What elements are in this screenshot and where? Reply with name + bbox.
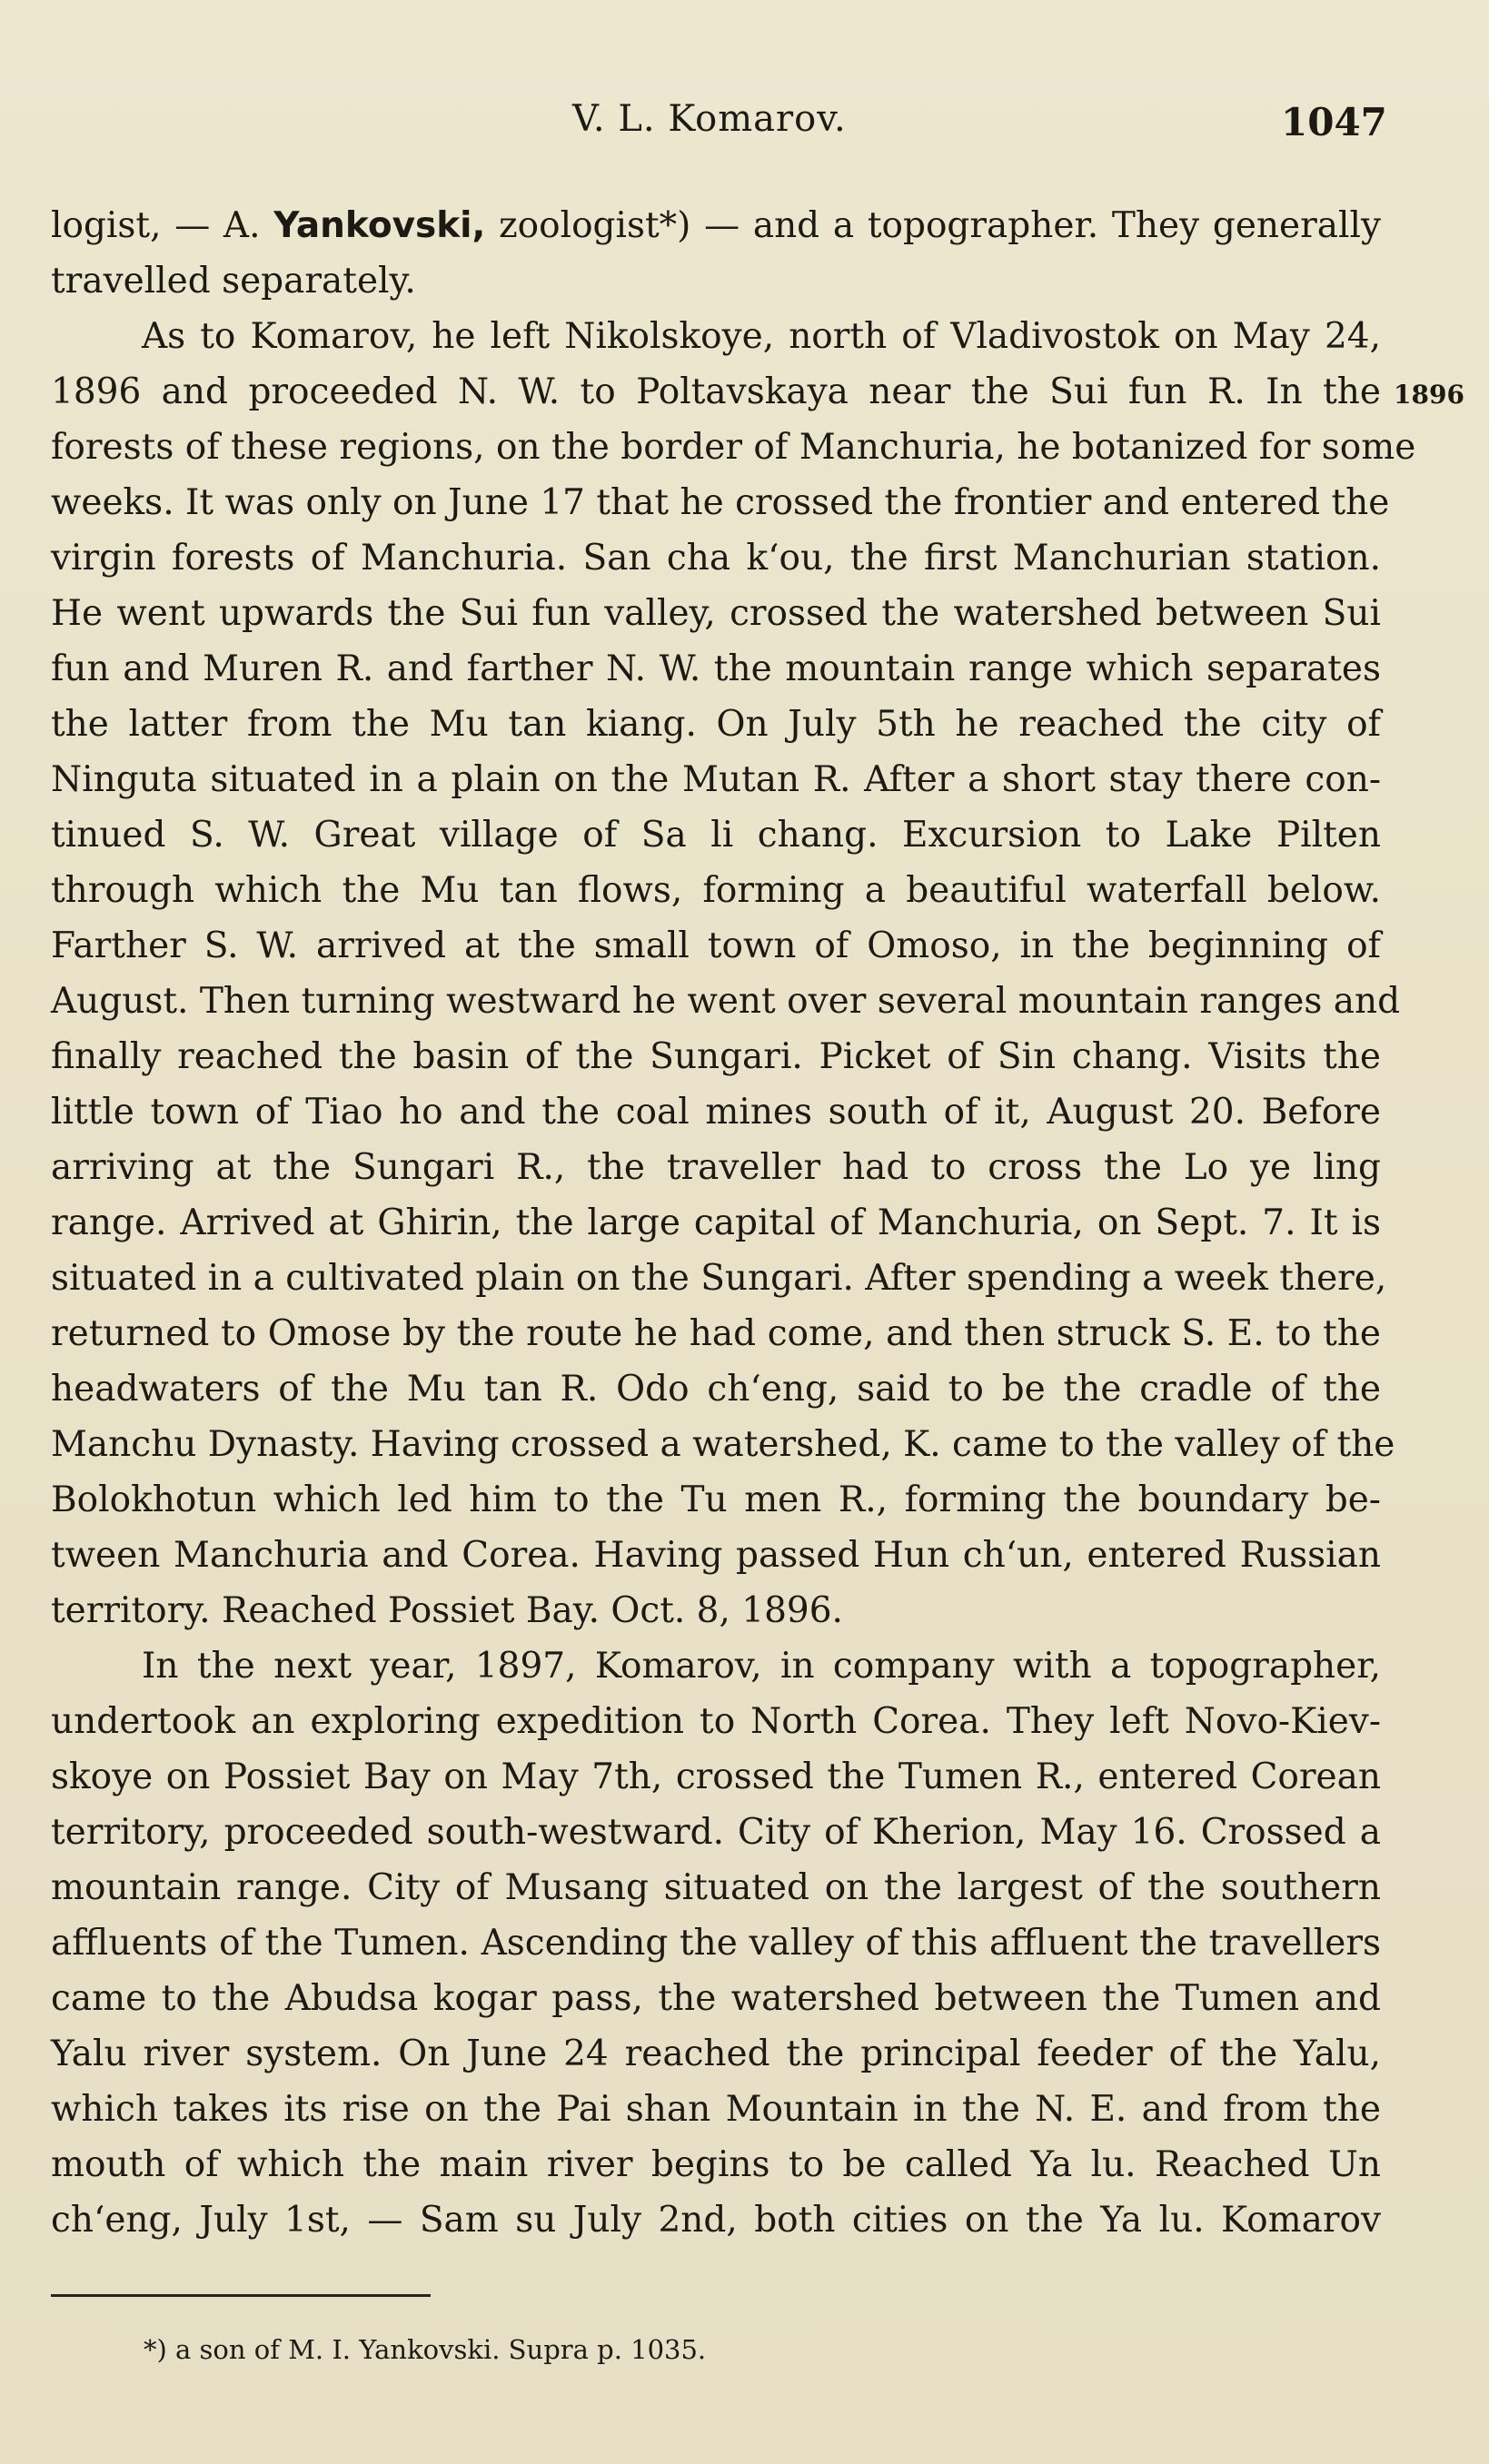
text-line: Bolokhotun which led him to the Tu men R., forming the boundary be- bbox=[51, 1479, 1381, 1520]
text-line: range. Arrived at Ghirin, the large capital of Manchuria, on Sept. 7. It is bbox=[51, 1202, 1381, 1243]
text-line: Yalu river system. On June 24 reached the principal feeder of the Yalu, bbox=[51, 2034, 1381, 2074]
page-number: 1047 bbox=[1281, 100, 1387, 144]
running-title: V. L. Komarov. bbox=[572, 98, 847, 140]
text-line: August. Then turning westward he went over several mountain ranges and bbox=[51, 981, 1401, 1022]
text-line: which takes its rise on the Pai shan Mountain in the N. E. and from the bbox=[51, 2089, 1381, 2130]
footnote: *) a son of M. I. Yankovski. Supra p. 1035. bbox=[144, 2334, 707, 2365]
footnote-rule bbox=[51, 2294, 431, 2297]
text-line: Manchu Dynasty. Having crossed a watershed, K. came to the valley of the bbox=[51, 1424, 1395, 1465]
text-line: came to the Abudsa kogar pass, the watershed between the Tumen and bbox=[51, 1978, 1381, 2019]
text-line: tinued S. W. Great village of Sa li chang. Excursion to Lake Pilten bbox=[51, 815, 1381, 856]
text-line: skoye on Possiet Bay on May 7th, crossed the Tumen R., entered Corean bbox=[51, 1756, 1381, 1797]
text-line: forests of these regions, on the border of Manchuria, he botanized for some bbox=[51, 427, 1416, 468]
text-line: the latter from the Mu tan kiang. On July 5th he reached the city of bbox=[51, 704, 1381, 745]
text-line: situated in a cultivated plain on the Sungari. After spending a week there, bbox=[51, 1258, 1387, 1299]
text-line: fun and Muren R. and farther N. W. the mountain range which separates bbox=[51, 648, 1381, 689]
text-line: tween Manchuria and Corea. Having passed Hun ch‘un, entered Russian bbox=[51, 1535, 1381, 1576]
text-line: virgin forests of Manchuria. San cha k‘ou, the first Manchurian station. bbox=[51, 538, 1381, 579]
text-line: finally reached the basin of the Sungari. Picket of Sin chang. Visits the bbox=[51, 1036, 1381, 1077]
text-line bbox=[51, 198, 1381, 253]
text-line: undertook an exploring expedition to North Corea. They left Novo-Kiev- bbox=[51, 1701, 1381, 1742]
text-line: Farther S. W. arrived at the small town of Omoso, in the beginning of bbox=[51, 925, 1381, 966]
text-line: mountain range. City of Musang situated on the largest of the southern bbox=[51, 1867, 1381, 1908]
text-line: arriving at the Sungari R., the traveller had to cross the Lo ye ling bbox=[51, 1147, 1381, 1188]
body-text bbox=[51, 198, 1416, 2248]
text-line: little town of Tiao ho and the coal mines south of it, August 20. Before bbox=[51, 1092, 1381, 1133]
text-line: ch‘eng, July 1st, — Sam su July 2nd, both cities on the Ya lu. Komarov bbox=[51, 2200, 1381, 2241]
text-line: weeks. It was only on June 17 that he crossed the frontier and entered the bbox=[51, 482, 1390, 523]
text-line: Ninguta situated in a plain on the Mutan R. After a short stay there con- bbox=[51, 759, 1381, 800]
paragraph-start-line: As to Komarov, he left Nikolskoye, north of Vladivostok on May 24, bbox=[142, 316, 1381, 357]
text-fragment: logist, — A. bbox=[51, 205, 274, 246]
text-line: territory, proceeded south-westward. City of Kherion, May 16. Crossed a bbox=[51, 1812, 1381, 1853]
bold-name: Yankovski, bbox=[273, 205, 486, 246]
text-line: affluents of the Tumen. Ascending the valley of this affluent the travellers bbox=[51, 1923, 1381, 1964]
text-line: He went upwards the Sui fun valley, crossed the watershed between Sui bbox=[51, 593, 1381, 634]
text-line: travelled separately. bbox=[51, 261, 416, 302]
text-line: 1896 and proceeded N. W. to Poltavskaya near the Sui fun R. In the bbox=[51, 371, 1381, 412]
running-head bbox=[0, 98, 1489, 153]
text-line: mouth of which the main river begins to be called Ya lu. Reached Un bbox=[51, 2144, 1381, 2185]
text-line: returned to Omose by the route he had come, and then struck S. E. to the bbox=[51, 1313, 1381, 1354]
text-line: headwaters of the Mu tan R. Odo ch‘eng, said to be the cradle of the bbox=[51, 1369, 1381, 1410]
paragraph-start-line: In the next year, 1897, Komarov, in company with a topographer, bbox=[142, 1646, 1381, 1687]
text-line: territory. Reached Possiet Bay. Oct. 8, 1896. bbox=[51, 1590, 843, 1631]
margin-year-note: 1896 bbox=[1394, 380, 1464, 410]
text-fragment: zoologist*) — and a topographer. They generally bbox=[485, 205, 1381, 246]
text-line: through which the Mu tan flows, forming a beautiful waterfall below. bbox=[51, 870, 1381, 911]
